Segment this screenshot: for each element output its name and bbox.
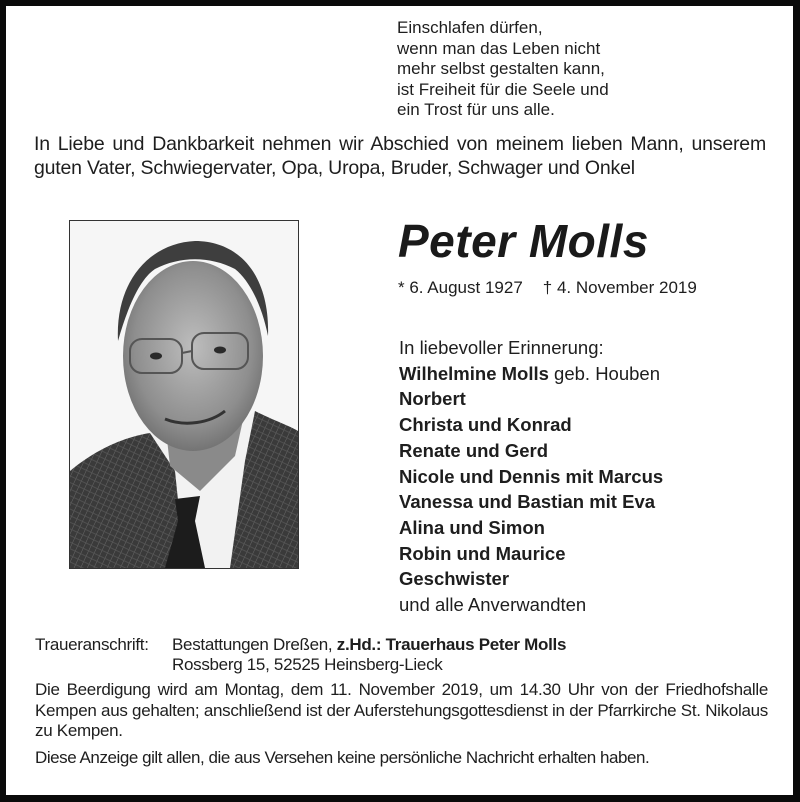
funeral-details: Die Beerdigung wird am Montag, dem 11. November 2019, um 14.30 Uhr von der Friedhofshalle Kempen aus gehalten; anschließend ist der Auferstehungsgottesdienst in der Pfarrkirche St. Nikolaus zu Kempen. [35,680,768,740]
portrait-photo [69,220,299,569]
spouse-name: Wilhelmine Molls [399,362,549,384]
mourner-name: Alina und Simon [399,516,545,538]
mourner-name: Vanessa und Bastian mit Eva [399,491,656,513]
mourner-name: Robin und Maurice [399,542,566,564]
mourner-name: Norbert [399,388,466,410]
address-attention: z.Hd.: Trauerhaus Peter Molls [336,635,567,654]
mourning-address [35,635,566,675]
notice-text: Diese Anzeige gilt allen, die aus Versehen keine persönliche Nachricht erhalten haben. [35,748,650,767]
mourner-name: Renate und Gerd [399,439,549,461]
portrait-image-icon [70,221,298,568]
poem-line: ist Freiheit für die Seele und [397,79,609,99]
life-dates [398,278,697,298]
spouse-maiden-name: geb. Houben [548,362,660,384]
poem-line: ein Trost für uns alle. [397,100,555,119]
poem-line: Einschlafen dürfen, [397,18,543,37]
funeral-home: Bestattungen Dreßen, [172,635,337,654]
mourner-name: Christa und Konrad [399,414,572,436]
address-line-1 [172,635,566,655]
mourner-spouse [399,361,663,387]
mourners-closing: und alle Anverwandten [399,594,587,616]
mourners-list [399,335,663,618]
deceased-name: Peter Molls [398,215,649,267]
poem [397,18,609,121]
poem-line: mehr selbst gestalten kann, [397,59,605,78]
mourner-name: Nicole und Dennis mit Marcus [399,465,664,487]
intro-text: In Liebe und Dankbarkeit nehmen wir Abschied von meinem lieben Mann, unserem guten Vater, Schwiegervater, Opa, Uropa, Bruder, Schwager und Onkel [34,133,766,179]
address-line-2: Rossberg 15, 52525 Heinsberg-Lieck [172,655,443,674]
birth-date: * 6. August 1927 [398,278,523,297]
death-date: † 4. November 2019 [542,278,697,297]
poem-line: wenn man das Leben nicht [397,38,601,58]
mourner-name: Geschwister [399,568,510,590]
mourners-heading: In liebevoller Erinnerung: [399,337,604,358]
address-label: Traueranschrift: [35,635,149,654]
